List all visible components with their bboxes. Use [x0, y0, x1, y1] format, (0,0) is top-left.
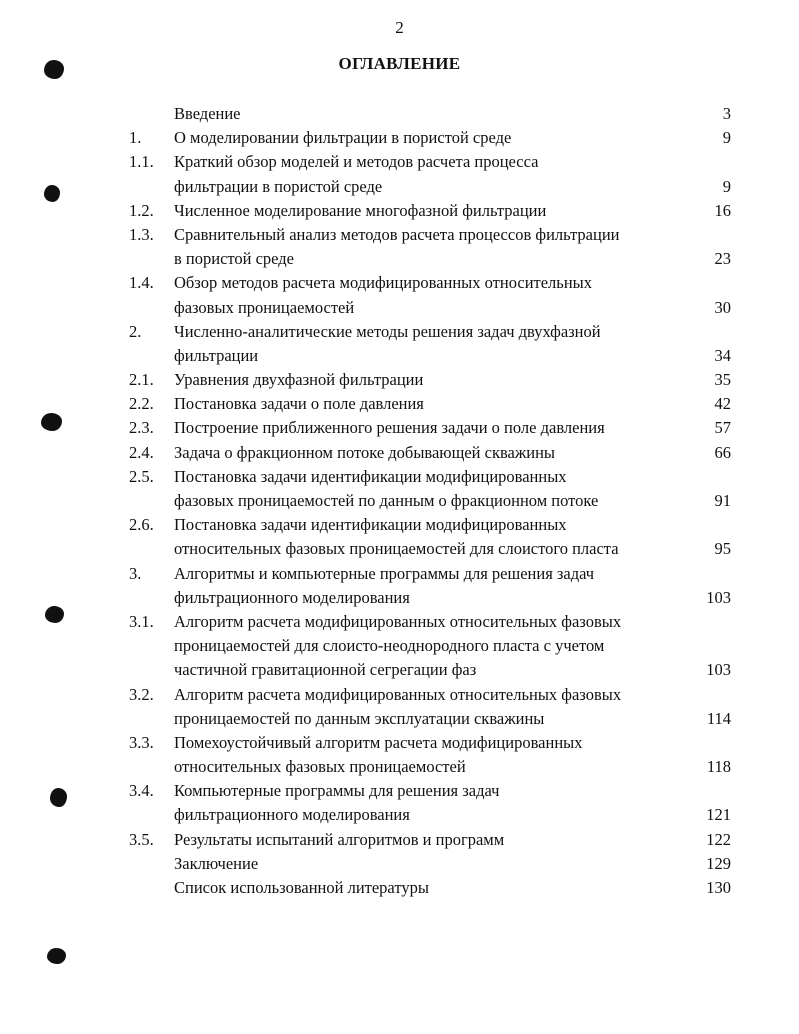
toc-page-number: 9 — [722, 176, 731, 196]
scan-hole-mark — [50, 788, 67, 807]
toc-line — [0, 828, 799, 852]
toc-line — [0, 513, 799, 537]
toc-page-number: 30 — [714, 297, 731, 317]
scan-hole-mark — [47, 948, 66, 964]
toc-line — [0, 344, 799, 368]
toc-entry-title: проницаемостей для слоисто-неоднородного пласта с учетом — [174, 636, 605, 656]
scan-hole-mark — [45, 606, 64, 623]
toc-page-number: 57 — [714, 418, 731, 438]
toc-entry — [0, 852, 799, 876]
toc-entry-title: Алгоритмы и компьютерные программы для решения задач — [174, 563, 595, 583]
toc-entry-title: Задача о фракционном потоке добывающей скважины — [174, 442, 555, 462]
toc-page-number: 95 — [714, 539, 731, 559]
toc-page-number: 9 — [722, 128, 731, 148]
toc-page-number: 34 — [714, 345, 731, 365]
toc-entry-title: Компьютерные программы для решения задач — [174, 781, 500, 801]
toc-line — [0, 803, 799, 827]
toc-section-number: 1.2. — [129, 200, 154, 220]
toc-section-number: 1.1. — [129, 152, 154, 172]
toc-entry-title: Алгоритм расчета модифицированных относительных фазовых — [174, 684, 622, 704]
toc-page-number: 129 — [706, 853, 731, 873]
toc-section-number: 3. — [129, 563, 142, 583]
toc-entry — [0, 102, 799, 126]
toc-entry-title: Краткий обзор моделей и методов расчета процесса — [174, 152, 539, 172]
toc-line — [0, 271, 799, 295]
toc-line — [0, 247, 799, 271]
toc-section-number: 3.4. — [129, 781, 154, 801]
toc-line — [0, 634, 799, 658]
toc-entry — [0, 779, 799, 827]
toc-page-number: 35 — [714, 370, 731, 390]
toc-page-number: 3 — [722, 104, 731, 123]
toc-entry-title: Постановка задачи идентификации модифицированных — [174, 515, 567, 535]
toc-line — [0, 562, 799, 586]
toc-section-number: 3.1. — [129, 611, 154, 631]
toc-line — [0, 175, 799, 199]
toc-entry — [0, 392, 799, 416]
toc-line — [0, 392, 799, 416]
toc-section-number: 3.5. — [129, 829, 154, 849]
toc-line — [0, 416, 799, 440]
toc-entry-title: относительных фазовых проницаемостей — [174, 757, 466, 777]
toc-section-number: 2.4. — [129, 442, 154, 462]
toc-line — [0, 658, 799, 682]
toc-entry-title: проницаемостей по данным эксплуатации скважины — [174, 708, 545, 728]
toc-section-number: 3.2. — [129, 684, 154, 704]
toc-entry-title: Численно-аналитические методы решения задач двухфазной — [174, 321, 601, 341]
toc-entry-title: Заключение — [174, 853, 259, 873]
toc-entry-title: фазовых проницаемостей — [174, 297, 355, 317]
toc-page-number: 122 — [706, 829, 731, 849]
table-of-contents — [0, 102, 799, 900]
toc-entry-title: Численное моделирование многофазной фильтрации — [174, 200, 547, 220]
toc-section-number: 1.3. — [129, 224, 154, 244]
toc-line — [0, 683, 799, 707]
toc-entry — [0, 368, 799, 392]
toc-entry — [0, 126, 799, 150]
toc-entry-title: относительных фазовых проницаемостей для слоистого пласта — [174, 539, 619, 559]
toc-line — [0, 731, 799, 755]
toc-section-number: 2. — [129, 321, 142, 341]
toc-section-number: 2.2. — [129, 394, 154, 414]
toc-entry-title: Постановка задачи о поле давления — [174, 394, 424, 414]
toc-page-number: 130 — [706, 878, 731, 897]
toc-line — [0, 223, 799, 247]
toc-entry-title: фильтрационного моделирования — [174, 805, 410, 825]
toc-page-number: 42 — [714, 394, 731, 414]
toc-entry — [0, 562, 799, 610]
toc-section-number: 2.1. — [129, 370, 154, 390]
toc-entry-title: Введение — [174, 104, 241, 123]
toc-line — [0, 102, 799, 126]
toc-entry — [0, 271, 799, 319]
toc-entry-title: Помехоустойчивый алгоритм расчета модифицированных — [174, 732, 583, 752]
toc-entry — [0, 731, 799, 779]
toc-line — [0, 876, 799, 900]
toc-section-number: 2.3. — [129, 418, 154, 438]
toc-entry-title: фазовых проницаемостей по данным о фракционном потоке — [174, 491, 599, 510]
page-number: 2 — [395, 18, 404, 37]
toc-page-number: 118 — [706, 757, 731, 777]
toc-line — [0, 320, 799, 344]
toc-entry-title: Алгоритм расчета модифицированных относительных фазовых — [174, 611, 622, 631]
toc-line — [0, 537, 799, 561]
toc-line — [0, 489, 799, 513]
toc-entry — [0, 876, 799, 900]
toc-entry-title: частичной гравитационной сегрегации фаз — [174, 660, 477, 680]
scan-hole-mark — [44, 60, 64, 79]
toc-page-number: 23 — [714, 249, 731, 269]
toc-entry-title: Постановка задачи идентификации модифицированных — [174, 466, 567, 486]
toc-entry-title: в пористой среде — [174, 249, 294, 269]
toc-entry — [0, 828, 799, 852]
toc-entry — [0, 513, 799, 561]
toc-entry-title: Список использованной литературы — [174, 878, 429, 897]
toc-page-number: 103 — [706, 660, 731, 680]
toc-line — [0, 126, 799, 150]
toc-page-number: 103 — [706, 587, 731, 607]
toc-page-number: 91 — [714, 491, 731, 510]
toc-line — [0, 150, 799, 174]
toc-title: ОГЛАВЛЕНИЕ — [338, 54, 461, 73]
toc-line — [0, 441, 799, 465]
toc-entry-title: фильтрации — [174, 345, 259, 365]
toc-line — [0, 755, 799, 779]
toc-entry-title: О моделировании фильтрации в пористой среде — [174, 128, 512, 148]
toc-entry-title: фильтрации в пористой среде — [174, 176, 383, 196]
toc-entry — [0, 150, 799, 198]
toc-page-number: 114 — [706, 708, 731, 728]
toc-line — [0, 779, 799, 803]
toc-entry — [0, 441, 799, 465]
toc-entry-title: Сравнительный анализ методов расчета процессов фильтрации — [174, 224, 620, 244]
toc-line — [0, 199, 799, 223]
toc-section-number: 3.3. — [129, 732, 154, 752]
scan-hole-mark — [44, 185, 60, 202]
toc-page-number: 66 — [714, 442, 731, 462]
toc-line — [0, 465, 799, 489]
toc-page-number: 16 — [714, 200, 731, 220]
toc-entry-title: фильтрационного моделирования — [174, 587, 410, 607]
toc-entry — [0, 416, 799, 440]
toc-line — [0, 368, 799, 392]
toc-line — [0, 707, 799, 731]
toc-entry-title: Обзор методов расчета модифицированных относительных — [174, 273, 592, 293]
toc-line — [0, 610, 799, 634]
toc-section-number: 2.6. — [129, 515, 154, 535]
scan-hole-mark — [41, 413, 62, 431]
toc-entry — [0, 683, 799, 731]
toc-entry-title: Уравнения двухфазной фильтрации — [174, 370, 424, 390]
toc-entry — [0, 320, 799, 368]
toc-section-number: 1.4. — [129, 273, 154, 293]
toc-entry — [0, 199, 799, 223]
toc-line — [0, 586, 799, 610]
toc-entry — [0, 223, 799, 271]
toc-entry — [0, 465, 799, 513]
toc-page-number: 121 — [706, 805, 731, 825]
toc-entry-title: Построение приближенного решения задачи о поле давления — [174, 418, 605, 438]
toc-line — [0, 852, 799, 876]
toc-section-number: 1. — [129, 128, 142, 148]
toc-section-number: 2.5. — [129, 466, 154, 486]
toc-entry-title: Результаты испытаний алгоритмов и программ — [174, 829, 505, 849]
toc-line — [0, 296, 799, 320]
toc-entry — [0, 610, 799, 683]
